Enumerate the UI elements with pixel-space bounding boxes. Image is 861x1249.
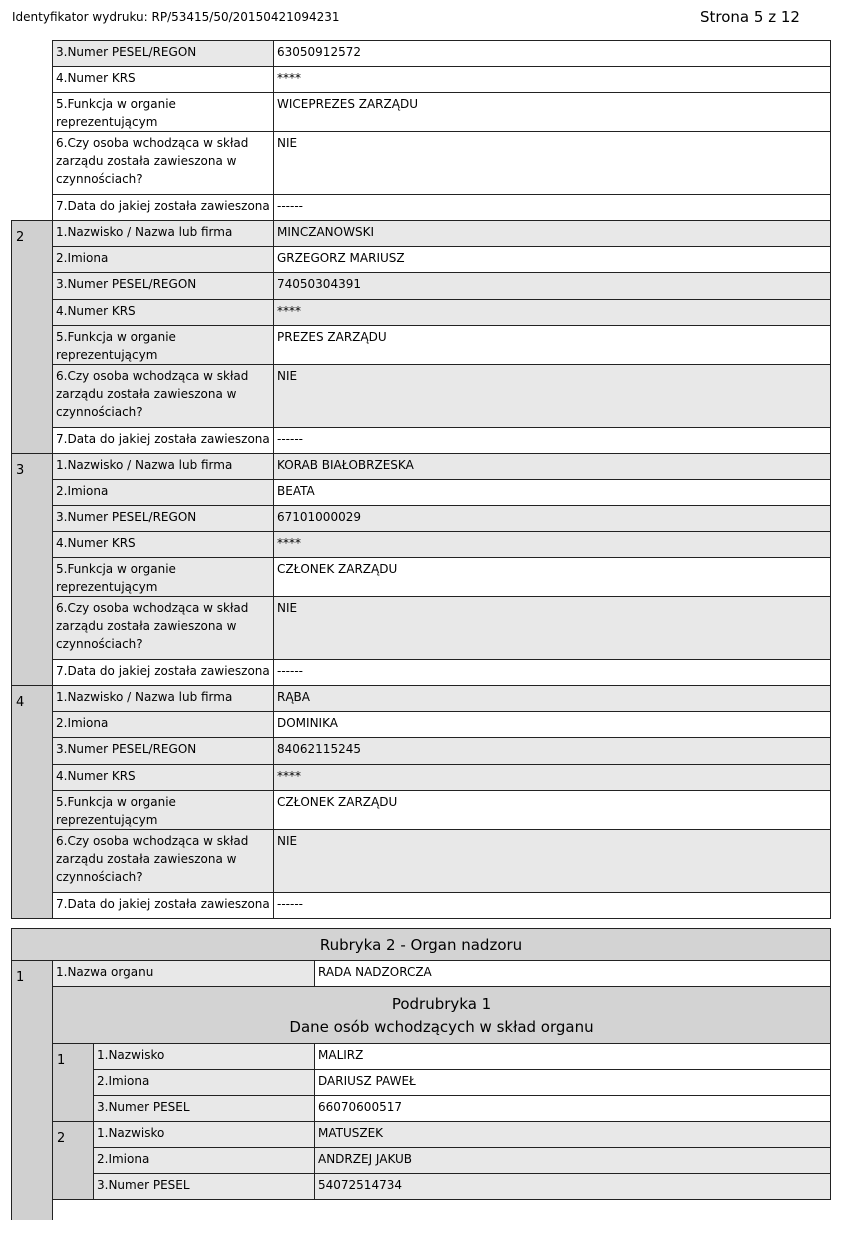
- section-title: Rubryka 2 - Organ nadzoru: [12, 929, 831, 961]
- field-value: 67101000029: [274, 506, 831, 532]
- field-label: 3.Numer PESEL/REGON: [53, 506, 274, 532]
- table-continuation-spacer: [53, 1200, 831, 1220]
- field-label: 2.Imiona: [53, 480, 274, 506]
- field-label: 7.Data do jakiej została zawieszona: [53, 195, 274, 221]
- field-value: RADA NADZORCZA: [315, 961, 831, 987]
- field-value: KORAB BIAŁOBRZESKA: [274, 454, 831, 480]
- field-value: ------: [274, 428, 831, 454]
- subsection-title: [53, 987, 831, 1044]
- person-number: 4: [12, 686, 53, 919]
- supervisory-body-table: [11, 928, 831, 1220]
- person-number: 2: [12, 221, 53, 454]
- field-value: NIE: [274, 365, 831, 428]
- field-label: 2.Imiona: [94, 1070, 315, 1096]
- field-value: BEATA: [274, 480, 831, 506]
- field-value: ------: [274, 893, 831, 919]
- field-label: 1.Nazwisko / Nazwa lub firma: [53, 686, 274, 712]
- field-value: ------: [274, 660, 831, 686]
- field-value: CZŁONEK ZARZĄDU: [274, 791, 831, 830]
- field-value: NIE: [274, 830, 831, 893]
- field-label: 1.Nazwisko / Nazwa lub firma: [53, 221, 274, 247]
- field-label: 6.Czy osoba wchodząca w skład zarządu została zawieszona w czynnościach?: [53, 365, 274, 428]
- subsection-heading: Podrubryka 1: [391, 995, 492, 1013]
- field-label: 6.Czy osoba wchodząca w skład zarządu została zawieszona w czynnościach?: [53, 132, 274, 195]
- field-label: 4.Numer KRS: [53, 67, 274, 93]
- field-value: ****: [274, 765, 831, 791]
- field-value: ****: [274, 300, 831, 326]
- field-label: 4.Numer KRS: [53, 532, 274, 558]
- print-identifier: Identyfikator wydruku: RP/53415/50/20150421094231: [12, 10, 340, 24]
- field-label: 5.Funkcja w organie reprezentującym: [53, 791, 274, 830]
- field-label: 2.Imiona: [53, 712, 274, 738]
- field-label: 7.Data do jakiej została zawieszona: [53, 893, 274, 919]
- field-value: NIE: [274, 132, 831, 195]
- subsection-subheading: Dane osób wchodzących w skład organu: [289, 1018, 594, 1036]
- field-label: 5.Funkcja w organie reprezentującym: [53, 558, 274, 597]
- field-value: RĄBA: [274, 686, 831, 712]
- field-value: 66070600517: [315, 1096, 831, 1122]
- field-label: 1.Nazwisko: [94, 1044, 315, 1070]
- field-value: 54072514734: [315, 1174, 831, 1200]
- field-label: 4.Numer KRS: [53, 300, 274, 326]
- field-label: 1.Nazwisko / Nazwa lub firma: [53, 454, 274, 480]
- field-label: 3.Numer PESEL/REGON: [53, 273, 274, 300]
- field-value: ------: [274, 195, 831, 221]
- field-label: 5.Funkcja w organie reprezentującym: [53, 93, 274, 132]
- field-value: ANDRZEJ JAKUB: [315, 1148, 831, 1174]
- organ-number: 1: [12, 961, 53, 1220]
- field-label: 3.Numer PESEL: [94, 1096, 315, 1122]
- field-label: 6.Czy osoba wchodząca w skład zarządu została zawieszona w czynnościach?: [53, 597, 274, 660]
- field-value: 84062115245: [274, 738, 831, 765]
- field-label: 2.Imiona: [53, 247, 274, 273]
- field-value: DARIUSZ PAWEŁ: [315, 1070, 831, 1096]
- field-value: ****: [274, 67, 831, 93]
- field-label: 5.Funkcja w organie reprezentującym: [53, 326, 274, 365]
- field-label: 7.Data do jakiej została zawieszona: [53, 660, 274, 686]
- field-value: PREZES ZARZĄDU: [274, 326, 831, 365]
- field-value: 63050912572: [274, 41, 831, 67]
- field-label: 2.Imiona: [94, 1148, 315, 1174]
- field-label: 3.Numer PESEL/REGON: [53, 738, 274, 765]
- field-value: CZŁONEK ZARZĄDU: [274, 558, 831, 597]
- field-label: 1.Nazwisko: [94, 1122, 315, 1148]
- field-value: MATUSZEK: [315, 1122, 831, 1148]
- continued-person-spacer: [12, 41, 53, 221]
- field-label: 6.Czy osoba wchodząca w skład zarządu została zawieszona w czynnościach?: [53, 830, 274, 893]
- field-value: GRZEGORZ MARIUSZ: [274, 247, 831, 273]
- field-label: 3.Numer PESEL/REGON: [53, 41, 274, 67]
- field-value: ****: [274, 532, 831, 558]
- field-label: 1.Nazwa organu: [53, 961, 315, 987]
- page-indicator: Strona 5 z 12: [700, 8, 800, 26]
- member-number: 2: [53, 1122, 94, 1200]
- field-value: MALIRZ: [315, 1044, 831, 1070]
- field-value: 74050304391: [274, 273, 831, 300]
- member-number: 1: [53, 1044, 94, 1122]
- field-value: WICEPREZES ZARZĄDU: [274, 93, 831, 132]
- person-number: 3: [12, 454, 53, 686]
- field-label: 4.Numer KRS: [53, 765, 274, 791]
- field-label: 7.Data do jakiej została zawieszona: [53, 428, 274, 454]
- field-label: 3.Numer PESEL: [94, 1174, 315, 1200]
- board-members-table: [11, 40, 831, 919]
- field-value: NIE: [274, 597, 831, 660]
- field-value: DOMINIKA: [274, 712, 831, 738]
- field-value: MINCZANOWSKI: [274, 221, 831, 247]
